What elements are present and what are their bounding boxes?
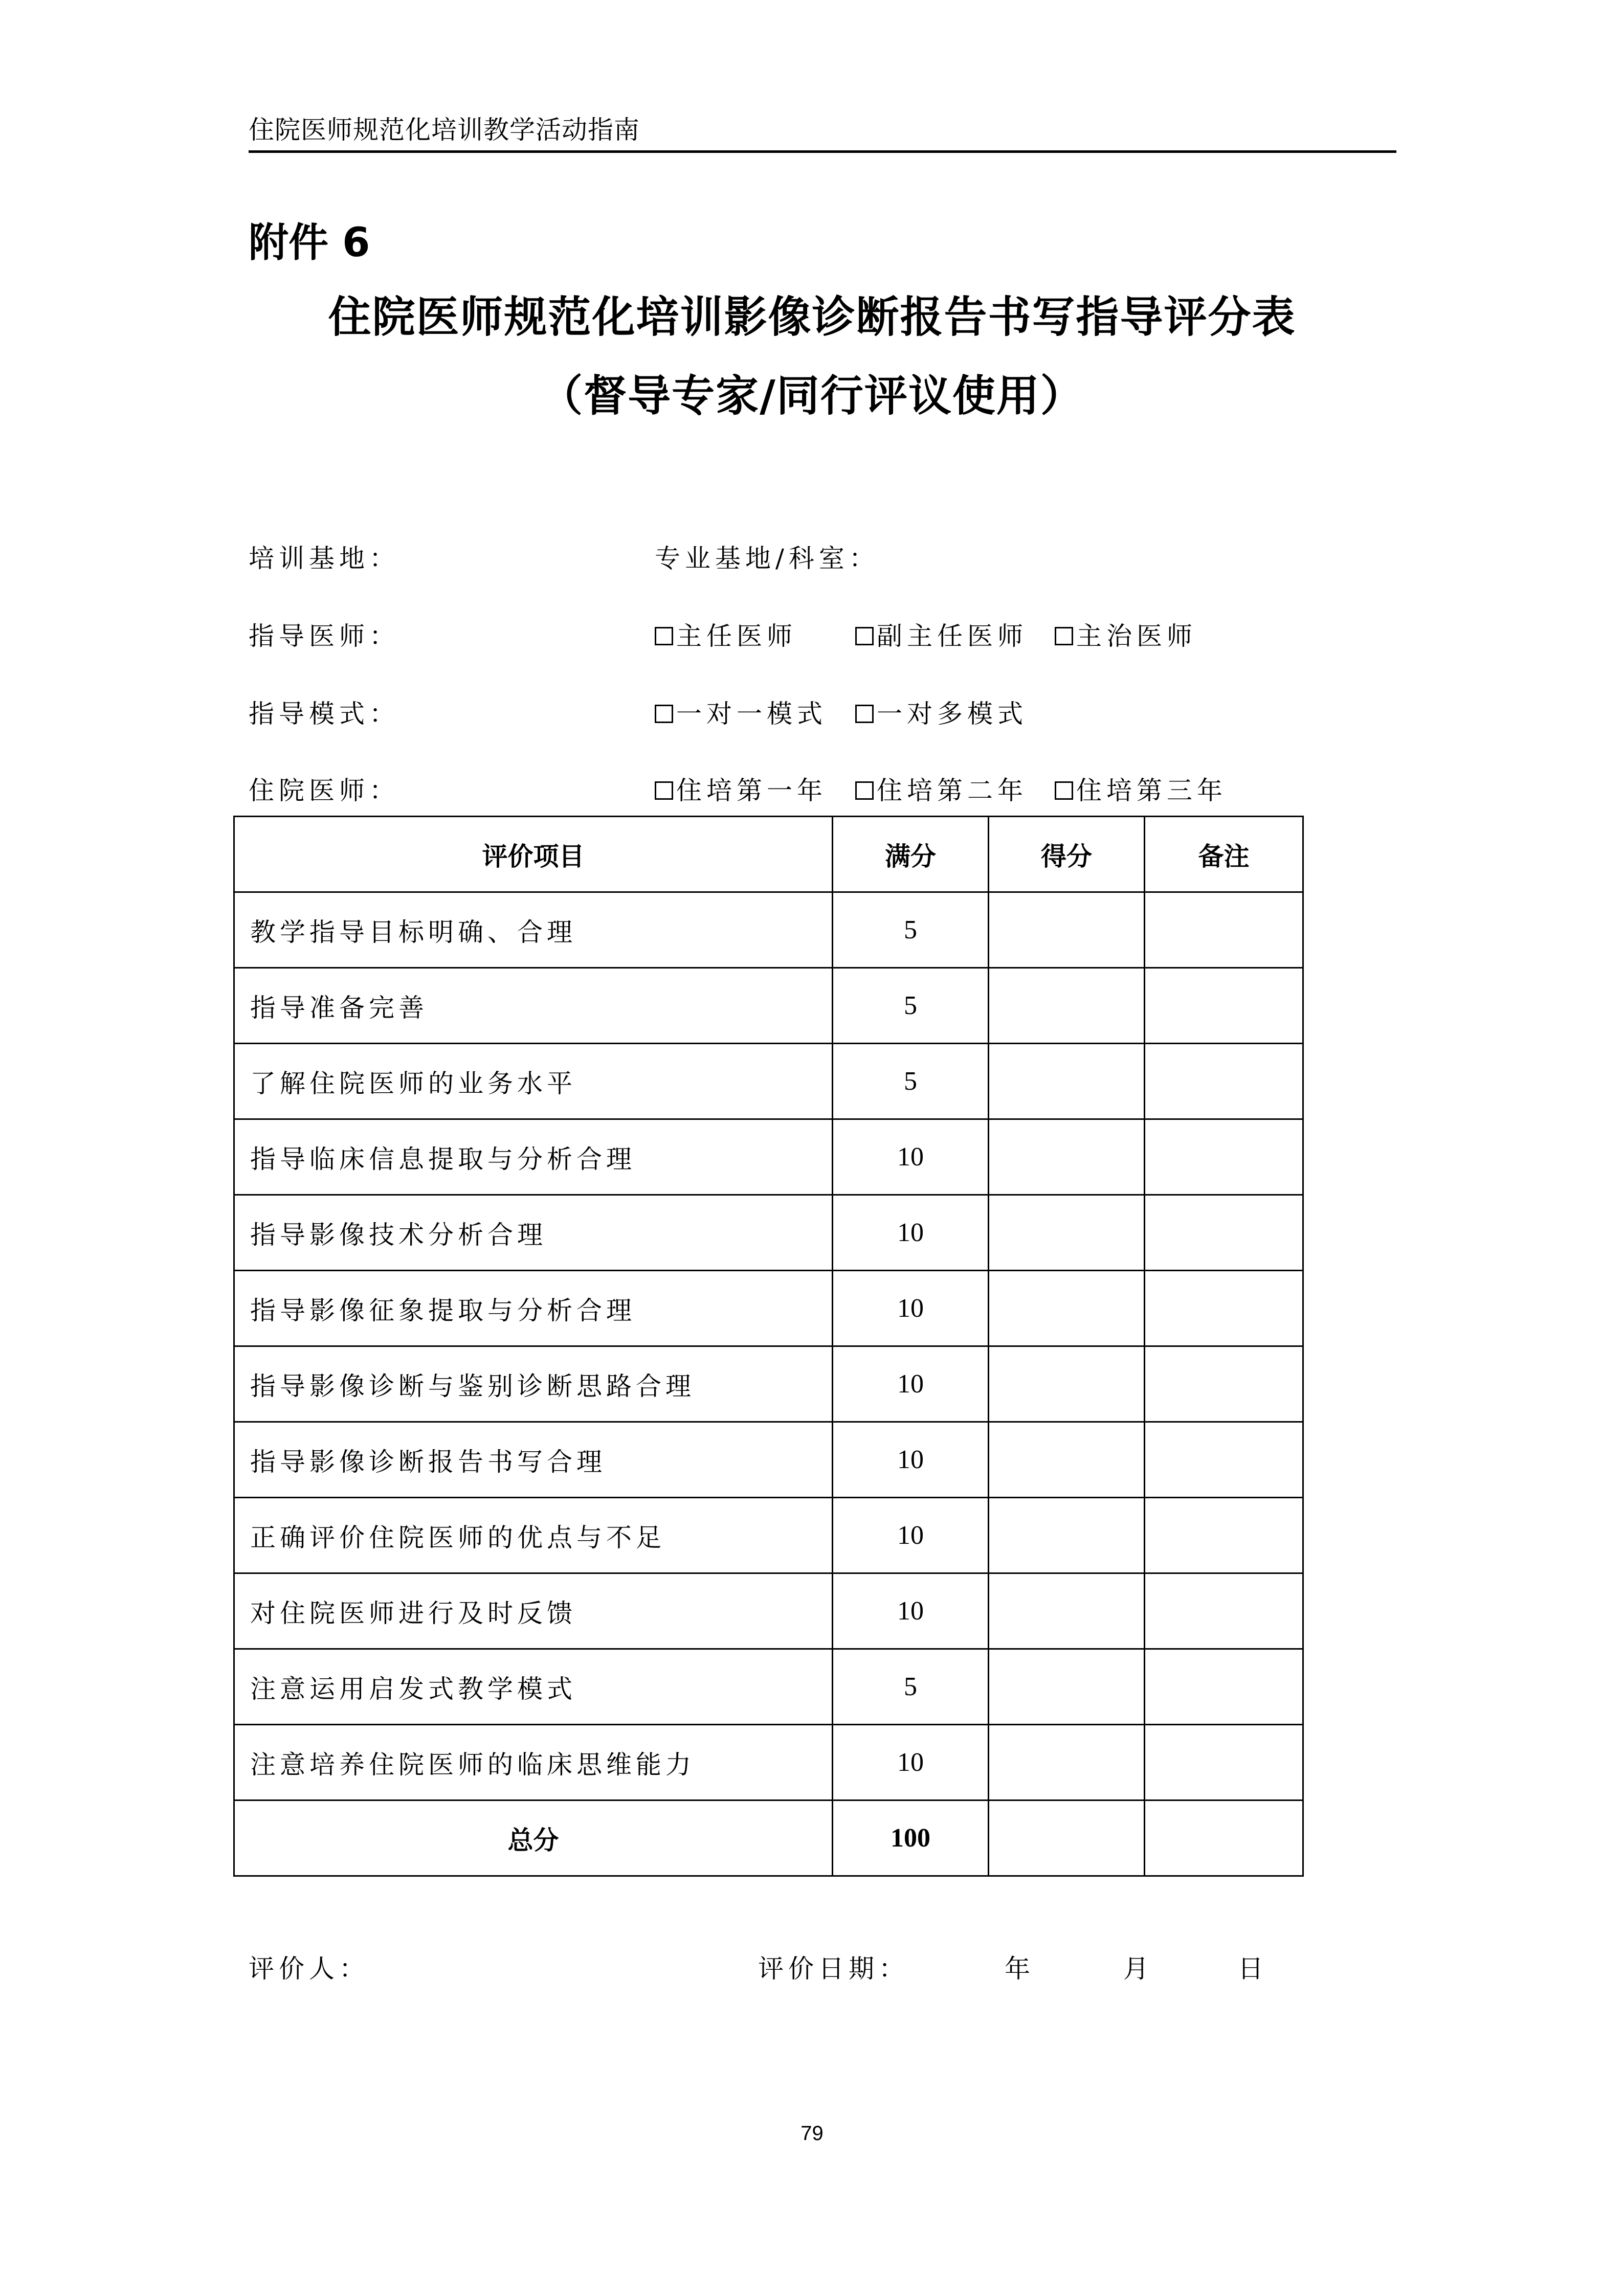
checkbox-icon[interactable] (655, 705, 673, 723)
row-full-score: 10 (833, 1195, 989, 1271)
mode-option-one-to-many[interactable]: 一对多模式 (855, 699, 1028, 729)
row-remarks-cell[interactable] (1145, 1346, 1303, 1422)
table-header-row (234, 817, 1303, 892)
header-rule (249, 150, 1396, 153)
row-remarks-cell[interactable] (1145, 1498, 1303, 1573)
resident-option-year2[interactable]: 住培第二年 (855, 775, 1028, 806)
row-full-score: 10 (833, 1119, 989, 1195)
table-row (234, 968, 1303, 1044)
mentor-option-chief[interactable]: 主任医师 (655, 621, 797, 651)
mentor-option-attending[interactable]: 主治医师 (1055, 621, 1197, 651)
row-item: 对住院医师进行及时反馈 (234, 1573, 833, 1649)
row-score-cell[interactable] (989, 1725, 1145, 1800)
checkbox-icon[interactable] (655, 627, 673, 645)
row-score-cell[interactable] (989, 968, 1145, 1044)
checkbox-icon[interactable] (1055, 627, 1073, 645)
row-score-cell[interactable] (989, 1573, 1145, 1649)
row-item: 指导影像诊断与鉴别诊断思路合理 (234, 1346, 833, 1422)
row-full-score: 10 (833, 1573, 989, 1649)
header-full-score: 满分 (833, 817, 989, 892)
header-remarks: 备注 (1145, 817, 1303, 892)
row-item: 指导临床信息提取与分析合理 (234, 1119, 833, 1195)
row-score-cell[interactable] (989, 1271, 1145, 1346)
row-score-cell[interactable] (989, 1346, 1145, 1422)
row-full-score: 10 (833, 1422, 989, 1498)
table-row (234, 1119, 1303, 1195)
row-remarks-cell[interactable] (1145, 1271, 1303, 1346)
row-item: 教学指导目标明确、合理 (234, 892, 833, 968)
row-score-cell[interactable] (989, 892, 1145, 968)
resident-label: 住院医师： (249, 776, 399, 805)
table-row (234, 1498, 1303, 1573)
table-row (234, 1573, 1303, 1649)
row-remarks-cell[interactable] (1145, 968, 1303, 1044)
row-item: 正确评价住院医师的优点与不足 (234, 1498, 833, 1573)
row-remarks-cell[interactable] (1145, 1119, 1303, 1195)
row-score-cell[interactable] (989, 1422, 1145, 1498)
resident-option-year1[interactable]: 住培第一年 (655, 775, 827, 806)
row-item: 了解住院医师的业务水平 (234, 1044, 833, 1119)
row-remarks-cell[interactable] (1145, 1649, 1303, 1725)
row-full-score: 10 (833, 1346, 989, 1422)
total-label: 总分 (234, 1800, 833, 1876)
table-row (234, 892, 1303, 968)
page-number: 79 (800, 2122, 824, 2145)
mode-label: 指导模式： (249, 699, 399, 729)
row-remarks-cell[interactable] (1145, 892, 1303, 968)
checkbox-icon[interactable] (655, 781, 673, 800)
resident-option-year3[interactable]: 住培第三年 (1055, 775, 1227, 806)
row-full-score: 10 (833, 1498, 989, 1573)
row-item: 指导影像诊断报告书写合理 (234, 1422, 833, 1498)
mentor-label: 指导医师： (249, 621, 399, 651)
row-full-score: 5 (833, 1649, 989, 1725)
table-row (234, 1195, 1303, 1271)
row-remarks-cell[interactable] (1145, 1573, 1303, 1649)
header-item: 评价项目 (234, 817, 833, 892)
base-label: 培训基地： (249, 544, 399, 573)
total-remarks-cell[interactable] (1145, 1800, 1303, 1876)
row-remarks-cell[interactable] (1145, 1725, 1303, 1800)
total-score-cell[interactable] (989, 1800, 1145, 1876)
row-item: 注意运用启发式教学模式 (234, 1649, 833, 1725)
checkbox-icon[interactable] (1055, 781, 1073, 800)
row-full-score: 5 (833, 892, 989, 968)
row-score-cell[interactable] (989, 1195, 1145, 1271)
row-full-score: 5 (833, 1044, 989, 1119)
mentor-option-deputy[interactable]: 副主任医师 (855, 621, 1028, 651)
table-total-row (234, 1800, 1303, 1876)
row-item: 指导准备完善 (234, 968, 833, 1044)
row-score-cell[interactable] (989, 1498, 1145, 1573)
running-header: 住院医师规范化培训教学活动指南 (249, 115, 640, 145)
table-row (234, 1346, 1303, 1422)
row-score-cell[interactable] (989, 1044, 1145, 1119)
row-full-score: 5 (833, 968, 989, 1044)
form-subtitle: （督导专家/同行评议使用） (540, 371, 1084, 421)
checkbox-icon[interactable] (855, 627, 874, 645)
mode-option-one-to-one[interactable]: 一对一模式 (655, 699, 827, 729)
table-row (234, 1271, 1303, 1346)
date-year: 年 (1005, 1954, 1035, 1984)
row-score-cell[interactable] (989, 1649, 1145, 1725)
checkbox-icon[interactable] (855, 705, 874, 723)
table-row (234, 1044, 1303, 1119)
row-item: 指导影像技术分析合理 (234, 1195, 833, 1271)
evaluator-label: 评价人： (249, 1954, 369, 1984)
row-full-score: 10 (833, 1271, 989, 1346)
row-item: 注意培养住院医师的临床思维能力 (234, 1725, 833, 1800)
attachment-label: 附件 6 (249, 220, 370, 266)
row-score-cell[interactable] (989, 1119, 1145, 1195)
table-row (234, 1422, 1303, 1498)
total-full-score: 100 (833, 1800, 989, 1876)
date-day: 日 (1238, 1954, 1268, 1984)
table-row (234, 1649, 1303, 1725)
form-title: 住院医师规范化培训影像诊断报告书写指导评分表 (328, 292, 1296, 342)
header-score: 得分 (989, 817, 1145, 892)
table-row (234, 1725, 1303, 1800)
dept-label: 专业基地/科室： (655, 544, 879, 573)
eval-date-label: 评价日期： (758, 1954, 909, 1984)
row-remarks-cell[interactable] (1145, 1044, 1303, 1119)
row-full-score: 10 (833, 1725, 989, 1800)
row-remarks-cell[interactable] (1145, 1195, 1303, 1271)
scoring-table (233, 816, 1304, 1877)
date-month: 月 (1123, 1954, 1153, 1984)
row-item: 指导影像征象提取与分析合理 (234, 1271, 833, 1346)
row-remarks-cell[interactable] (1145, 1422, 1303, 1498)
checkbox-icon[interactable] (855, 781, 874, 800)
